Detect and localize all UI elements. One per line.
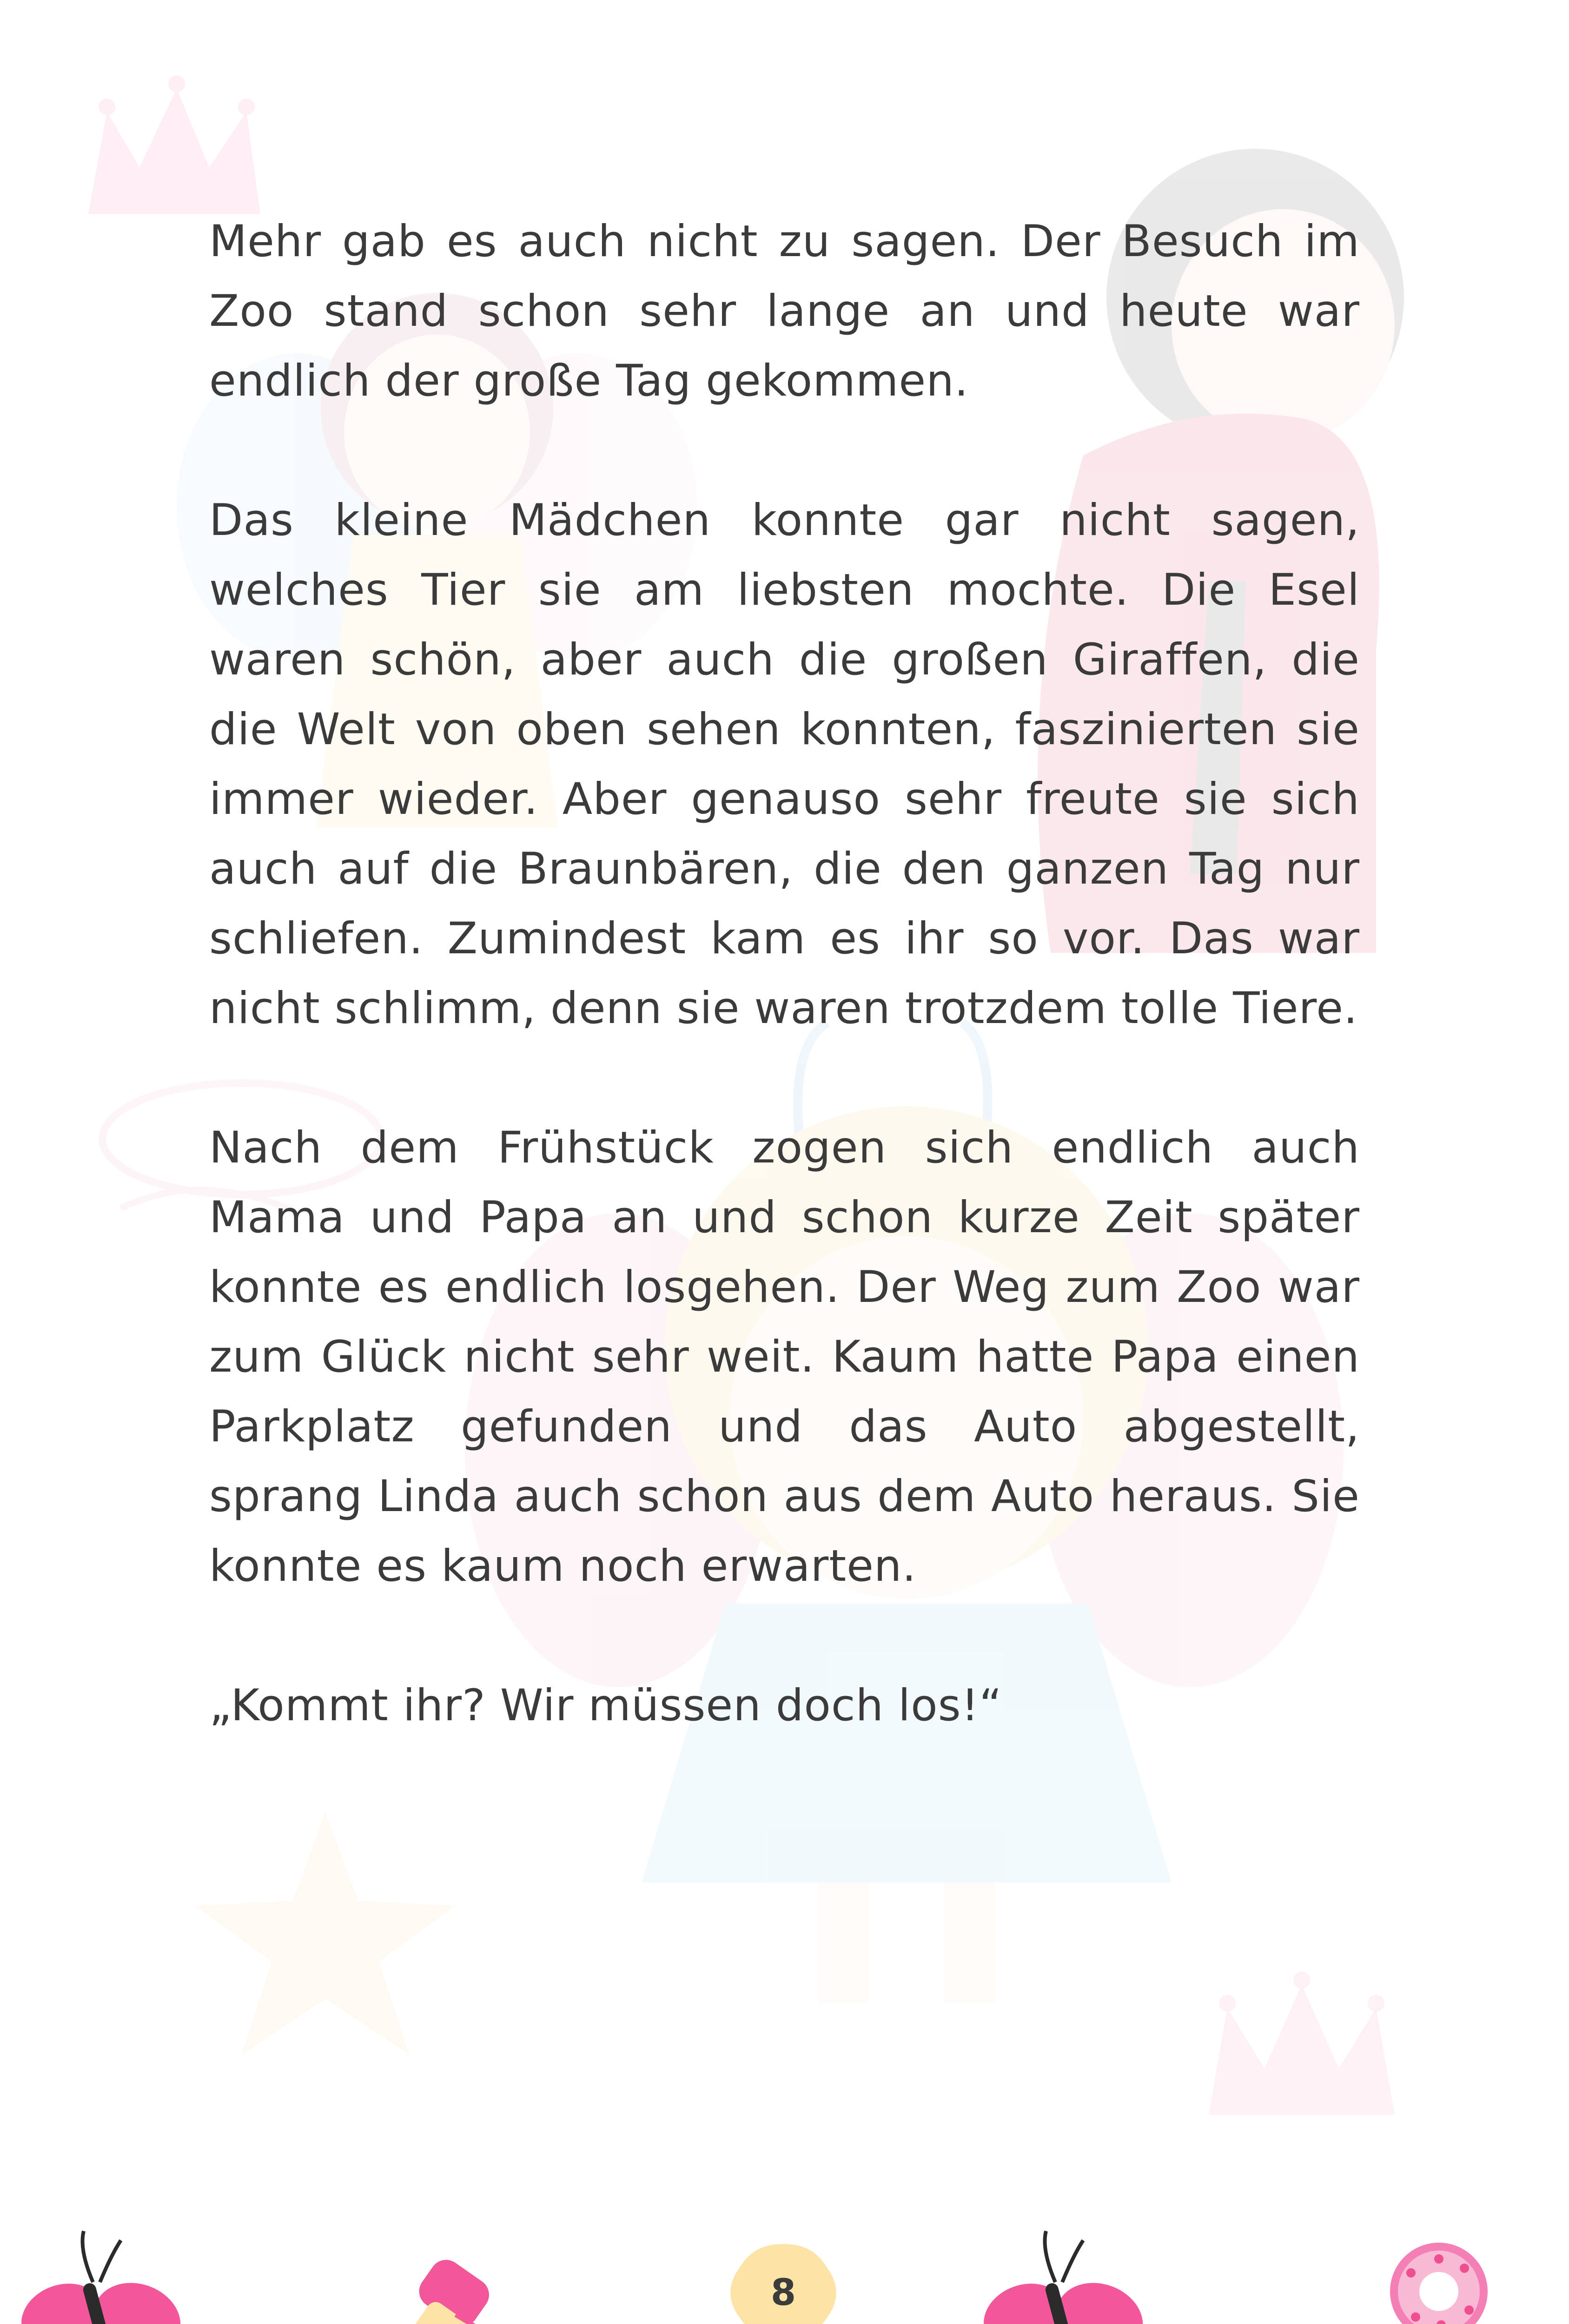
ice-cream-icon (410, 2253, 496, 2324)
crown-icon (88, 75, 260, 214)
butterfly-icon (12, 2231, 191, 2324)
crown-icon (1209, 1972, 1395, 2115)
paragraph: Nach dem Frühstück zogen sich endlich auch Mama und Papa an und schon kurze Zeit später konnte es endlich losgehen. Der Weg zum Zoo war zum Glück nicht sehr weit. Kaum hatte Papa einen Parkplatz gefunden und das Auto abgestellt, sprang Linda auch schon aus dem Auto heraus. Sie konnte es kaum noch erwarten. (209, 1122, 1360, 1591)
butterfly-icon (974, 2231, 1153, 2324)
paragraph: Mehr gab es auch nicht zu sagen. Der Besuch im Zoo stand schon sehr lange an und heute war endlich der große Tag gekommen. (209, 216, 1360, 406)
paragraph: Das kleine Mädchen konnte gar nicht sagen, welches Tier sie am liebsten mochte. Die Esel waren schön, aber auch die großen Giraffen, die die Welt von oben sehen konnten, faszinierten sie immer wieder. Aber genauso sehr freute sie sich auch auf die Braunbären, die den ganzen Tag nur schliefen. Zumindest kam es ihr so vor. Das war nicht schlimm, denn sie waren trotzdem tolle Tiere. (209, 495, 1360, 1034)
story-text (209, 207, 1360, 1741)
donut-icon (1390, 2243, 1488, 2324)
page-number: 8 (770, 2271, 796, 2314)
star-icon (195, 1813, 456, 2054)
paragraph: „Kommt ihr? Wir müssen doch los!“ (209, 1680, 1002, 1731)
